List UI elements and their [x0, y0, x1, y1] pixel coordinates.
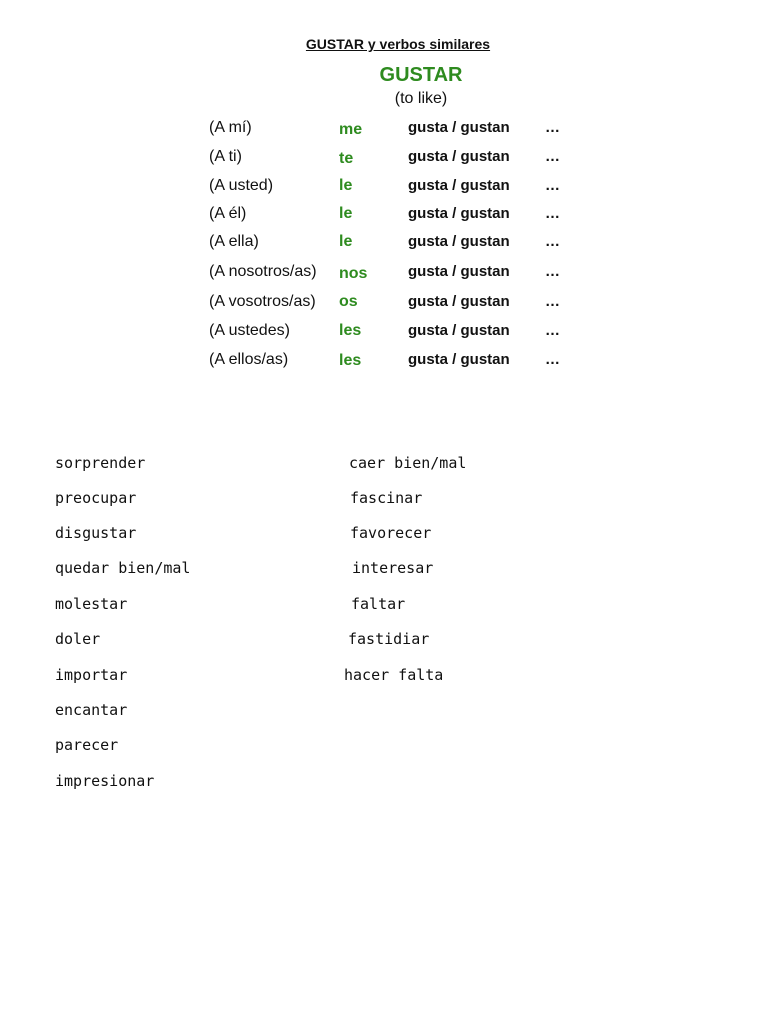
verb-list-item: fastidiar	[348, 630, 430, 648]
conjugation-row	[209, 145, 589, 169]
verb-forms: gusta / gustan	[408, 263, 510, 280]
subject-label: (A ellos/as)	[209, 351, 289, 368]
ellipsis: …	[545, 233, 560, 250]
verb-forms: gusta / gustan	[408, 233, 510, 250]
verb-list-item: molestar	[55, 595, 128, 613]
subject-label: (A ella)	[209, 233, 259, 250]
verb-list-item: doler	[55, 630, 101, 648]
ellipsis: …	[545, 205, 560, 222]
verb-forms: gusta / gustan	[408, 293, 510, 310]
indirect-object-pronoun: le	[339, 233, 353, 250]
verb-list-item: interesar	[352, 559, 434, 577]
subject-label: (A nosotros/as)	[209, 263, 317, 280]
ellipsis: …	[545, 148, 560, 165]
verb-list-item: impresionar	[55, 772, 155, 790]
verb-forms: gusta / gustan	[408, 119, 510, 136]
ellipsis: …	[545, 322, 560, 339]
ellipsis: …	[545, 177, 560, 194]
indirect-object-pronoun: me	[339, 121, 363, 138]
verb-forms: gusta / gustan	[408, 351, 510, 368]
verb-list-item: quedar bien/mal	[55, 559, 191, 577]
verb-list-item: hacer falta	[344, 666, 444, 684]
verb-list-item: importar	[55, 666, 128, 684]
subject-label: (A vosotros/as)	[209, 293, 316, 310]
indirect-object-pronoun: le	[339, 205, 353, 222]
indirect-object-pronoun: nos	[339, 265, 368, 282]
verb-forms: gusta / gustan	[408, 177, 510, 194]
conjugation-row	[209, 260, 589, 284]
verb-forms: gusta / gustan	[408, 148, 510, 165]
conjugation-row	[209, 348, 589, 372]
verb-list-item: disgustar	[55, 524, 137, 542]
conjugation-row	[209, 319, 589, 343]
subject-label: (A ti)	[209, 148, 242, 165]
ellipsis: …	[545, 351, 560, 368]
verb-list-item: faltar	[351, 595, 406, 613]
ellipsis: …	[545, 263, 560, 280]
verb-list-item: parecer	[55, 736, 119, 754]
indirect-object-pronoun: te	[339, 150, 354, 167]
verb-subtitle: (to like)	[394, 90, 448, 107]
conjugation-row	[209, 202, 589, 226]
subject-label: (A ustedes)	[209, 322, 290, 339]
verb-list-item: favorecer	[350, 524, 432, 542]
subject-label: (A él)	[209, 205, 247, 222]
ellipsis: …	[545, 119, 560, 136]
conjugation-row	[209, 174, 589, 198]
conjugation-row	[209, 116, 589, 140]
indirect-object-pronoun: les	[339, 322, 362, 339]
subject-label: (A mí)	[209, 119, 252, 136]
verb-list-item: caer bien/mal	[349, 454, 467, 472]
indirect-object-pronoun: os	[339, 293, 358, 310]
verb-title: GUSTAR	[379, 64, 463, 86]
verb-list-item: encantar	[55, 701, 128, 719]
verb-list-item: fascinar	[350, 489, 423, 507]
subject-label: (A usted)	[209, 177, 274, 194]
verb-forms: gusta / gustan	[408, 322, 510, 339]
ellipsis: …	[545, 293, 560, 310]
indirect-object-pronoun: le	[339, 177, 353, 194]
page-heading: GUSTAR y verbos similares	[305, 36, 491, 52]
conjugation-row	[209, 230, 589, 254]
indirect-object-pronoun: les	[339, 352, 362, 369]
verb-forms: gusta / gustan	[408, 205, 510, 222]
verb-list-item: preocupar	[55, 489, 137, 507]
verb-list-item: sorprender	[55, 454, 146, 472]
conjugation-row	[209, 290, 589, 314]
